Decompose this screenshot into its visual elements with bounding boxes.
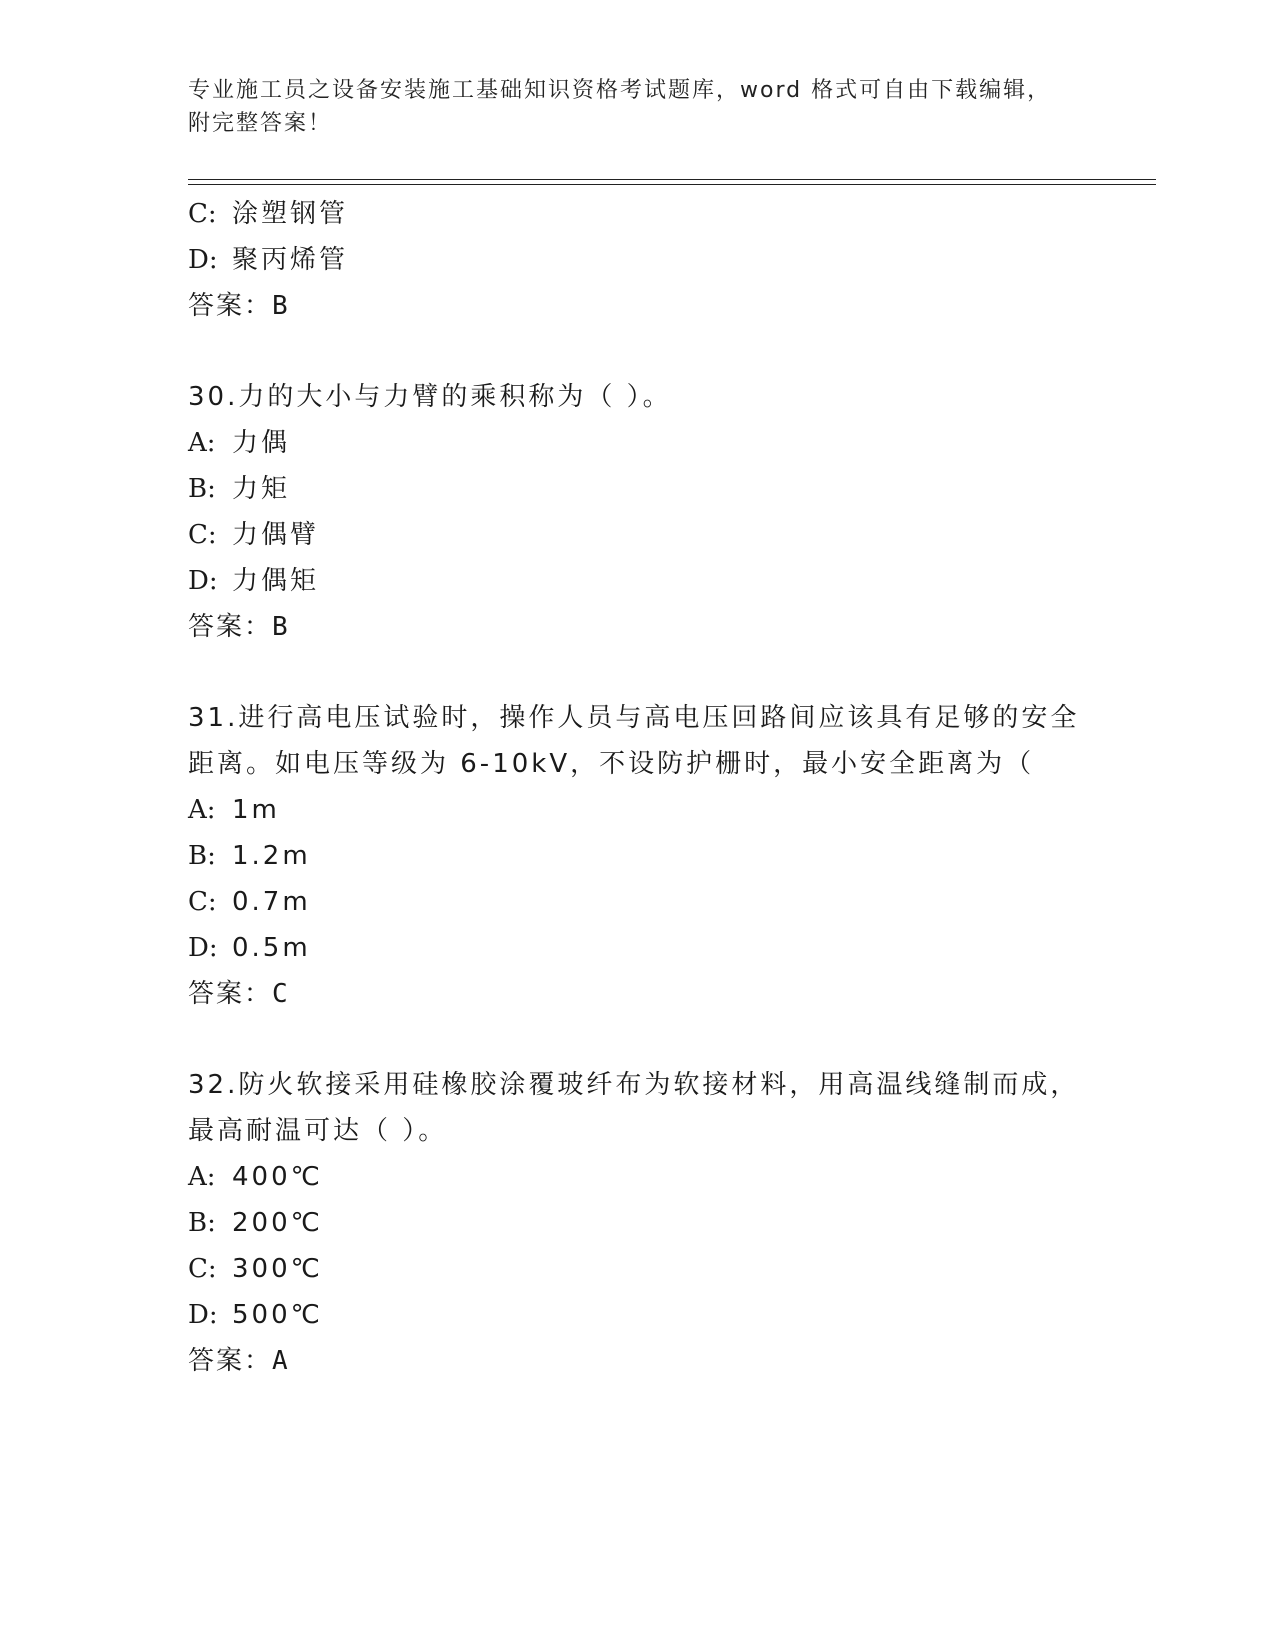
header-title-line-1: 专业施工员之设备安装施工基础知识资格考试题库，word 格式可自由下载编辑， (188, 78, 1052, 103)
answer-option (188, 512, 1088, 558)
option-text: 涂塑钢管 (232, 199, 349, 229)
answer-option (188, 1200, 1088, 1246)
question-list (188, 191, 1088, 1384)
option-letter: D: (188, 933, 218, 963)
answer-option (188, 925, 1088, 971)
option-text: 0.7m (232, 887, 311, 917)
answer-option (188, 466, 1088, 512)
option-text: 400℃ (232, 1162, 323, 1192)
option-text: 1m (232, 795, 280, 825)
option-text: 500℃ (232, 1300, 323, 1330)
option-text: 力矩 (232, 474, 291, 504)
answer-option (188, 879, 1088, 925)
option-text: 0.5m (232, 933, 311, 963)
option-letter: D: (188, 1300, 218, 1330)
option-letter: B: (188, 841, 216, 871)
answer-option (188, 237, 1088, 283)
answer-value: B (272, 612, 288, 642)
answer-line (188, 971, 1088, 1017)
question-text: 31.进行高电压试验时，操作人员与高电压回路间应该具有足够的安全 (188, 703, 1080, 733)
answer-option (188, 558, 1088, 604)
answer-line (188, 1338, 1088, 1384)
option-text: 200℃ (232, 1208, 323, 1238)
option-letter: B: (188, 1208, 216, 1238)
question-block (188, 191, 1088, 329)
block-spacer (188, 1017, 1088, 1062)
header-title-line-2: 附完整答案！ (188, 111, 333, 136)
page-header (188, 74, 1088, 140)
option-text: 力偶臂 (232, 520, 320, 550)
answer-option (188, 1292, 1088, 1338)
answer-option (188, 420, 1088, 466)
answer-label: 答案： (188, 291, 273, 321)
option-text: 力偶 (232, 428, 291, 458)
option-letter: C: (188, 1254, 217, 1284)
answer-option (188, 833, 1088, 879)
question-text: 最高耐温可达（ ）。 (188, 1116, 448, 1146)
option-letter: B: (188, 474, 216, 504)
answer-option (188, 191, 1088, 237)
answer-option (188, 1246, 1088, 1292)
answer-value: B (272, 291, 288, 321)
option-letter: A: (188, 795, 216, 825)
answer-line (188, 283, 1088, 329)
header-divider (188, 179, 1156, 180)
answer-label: 答案： (188, 979, 273, 1009)
answer-label: 答案： (188, 612, 273, 642)
option-letter: D: (188, 245, 218, 275)
answer-label: 答案： (188, 1346, 273, 1376)
option-letter: C: (188, 520, 217, 550)
option-letter: A: (188, 1162, 216, 1192)
question-text: 30.力的大小与力臂的乘积称为（ ）。 (188, 382, 672, 412)
question-block (188, 695, 1088, 1017)
option-text: 1.2m (232, 841, 311, 871)
header-divider (188, 184, 1156, 185)
option-letter: C: (188, 887, 217, 917)
option-text: 力偶矩 (232, 566, 320, 596)
option-letter: A: (188, 428, 216, 458)
answer-option (188, 1154, 1088, 1200)
answer-value: C (272, 979, 288, 1009)
option-letter: D: (188, 566, 218, 596)
block-spacer (188, 329, 1088, 374)
option-letter: C: (188, 199, 217, 229)
option-text: 聚丙烯管 (232, 245, 349, 275)
question-block (188, 1062, 1088, 1384)
answer-option (188, 787, 1088, 833)
question-text: 32.防火软接采用硅橡胶涂覆玻纤布为软接材料，用高温线缝制而成， (188, 1070, 1080, 1100)
answer-line (188, 604, 1088, 650)
option-text: 300℃ (232, 1254, 323, 1284)
question-text: 距离。如电压等级为 6-10kV，不设防护栅时，最小安全距离为（ (188, 749, 1035, 779)
answer-value: A (272, 1346, 288, 1376)
block-spacer (188, 650, 1088, 695)
question-block (188, 374, 1088, 650)
